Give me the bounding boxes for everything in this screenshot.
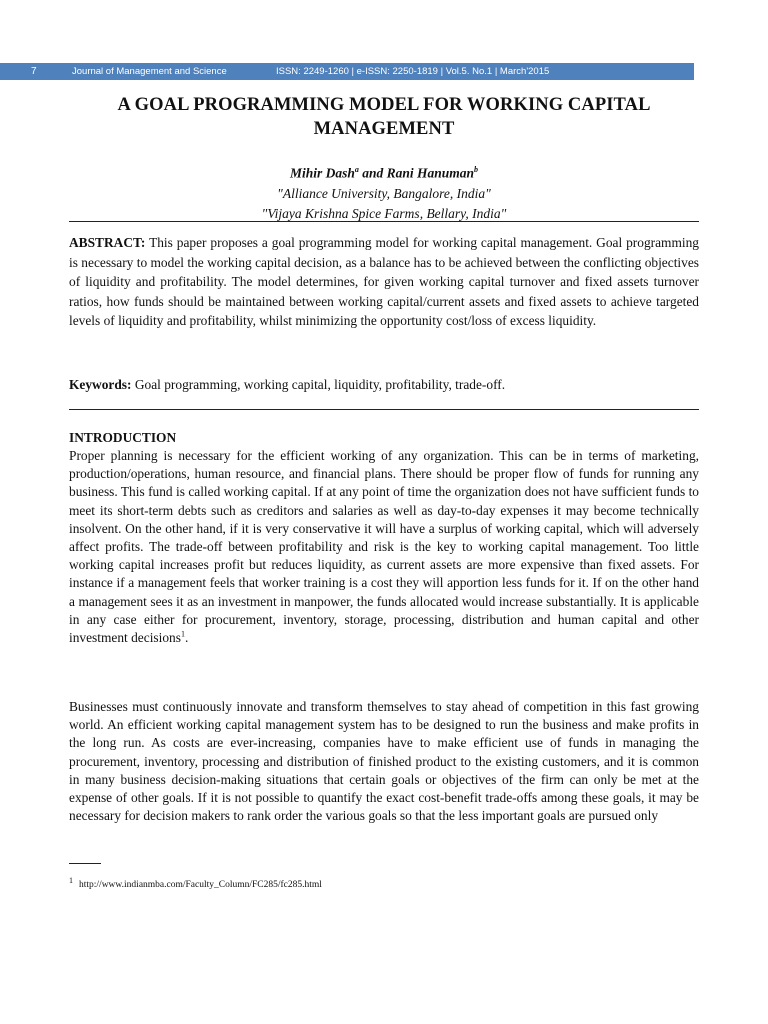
paragraph-2-text: Businesses must continuously innovate and transform themselves to stay ahead of competition in this fast growing world. An efficient working capital management system has to be designed to run the business and make profits in the long run. As costs are ever-increasing, companies have to make efficient use of funds in managing the procurement, inventory, processing and distribution of finished product to the existing customers, and it is common in many business decision-making situations that certain goals or objectives of the firm can only be met at the expense of other goals. If it is not possible to quantify the exact cost-benefit trade-offs among these goals, it may be necessary for decision makers to rank order the various goals so that the less important goals are pursued only [69,699,699,824]
footnote [69,874,322,892]
keywords-text: Goal programming, working capital, liquidity, profitability, trade-off. [134,377,506,392]
introduction-paragraph-2 [69,698,699,825]
paragraph-1-text: Proper planning is necessary for the efficient working of any organization. This can be in terms of marketing, production/operations, human resource, and financial plans. There should be proper flow of funds for running any business. This fund is called working capital. If at any point of time the organization does not have sufficient funds to meet its short-term debts such as creditors and salaries as well as day-to-day expenses it may become technically insolvent. On the other hand, if it is very conservative it will have a surplus of working capital, which will adversely affect profits. The trade-off between profitability and risk is the key to working capital management. Too little working capital increases profit but reduces liquidity, as current assets are more expensive than fixed assets. For instance if a management feels that worker training is a cost they will apportion less funds for it. If on the other hand a management sees it as an investment in manpower, the funds allocated would increase substantially. It is applicable in any case either for procurement, inventory, storage, processing, distribution and human capital and other investment decisions [69,448,699,646]
divider-top [69,221,699,222]
introduction-paragraph-1 [69,447,699,647]
abstract-paragraph [69,233,699,331]
author-names [69,160,699,184]
journal-header-bar [0,63,694,80]
footnote-url[interactable]: http://www.indianmba.com/Faculty_Column/FC285/fc285.html [79,880,322,891]
footnote-reference[interactable]: 1 [180,629,185,639]
paragraph-1-end: . [184,630,189,646]
abstract-text: This paper proposes a goal programming model for working capital management. Goal programming is necessary to model the working capital decision, as a balance has to be achieved between the conflicting objectives of liquidity and profitability. The model determines, for given working capital turnover and fixed assets turnover ratios, how funds should be maintained between working capital/current assets and fixed assets to achieve targeted levels of liquidity and profitability, whilst minimizing the opportunity cost/loss of excess liquidity. [69,235,699,328]
divider-bottom [69,409,699,410]
author-connector: and [358,165,387,181]
abstract-label: ABSTRACT: [69,235,146,250]
keywords-label: Keywords: [69,377,132,392]
footnote-number: 1 [69,876,73,885]
keywords-line [69,375,699,395]
affiliation-b: "Vijaya Krishna Spice Farms, Bellary, India" [261,205,507,221]
author-2: Rani Hanuman [386,165,475,181]
author-block [69,160,699,224]
page-number: 7 [31,66,37,77]
footnote-divider [69,863,101,864]
author-1: Mihir Dash [289,165,355,181]
affiliation-a: "Alliance University, Bangalore, India" [277,185,491,201]
paper-title: A GOAL PROGRAMMING MODEL FOR WORKING CAPITAL MANAGEMENT [117,95,651,139]
issn-info: ISSN: 2249-1260 | e-ISSN: 2250-1819 | Vol.5. No.1 | March'2015 [276,66,550,77]
author-2-mark: b [474,165,479,174]
author-1-mark: a [354,165,359,174]
journal-name: Journal of Management and Science [72,66,227,77]
introduction-heading: INTRODUCTION [69,430,177,445]
